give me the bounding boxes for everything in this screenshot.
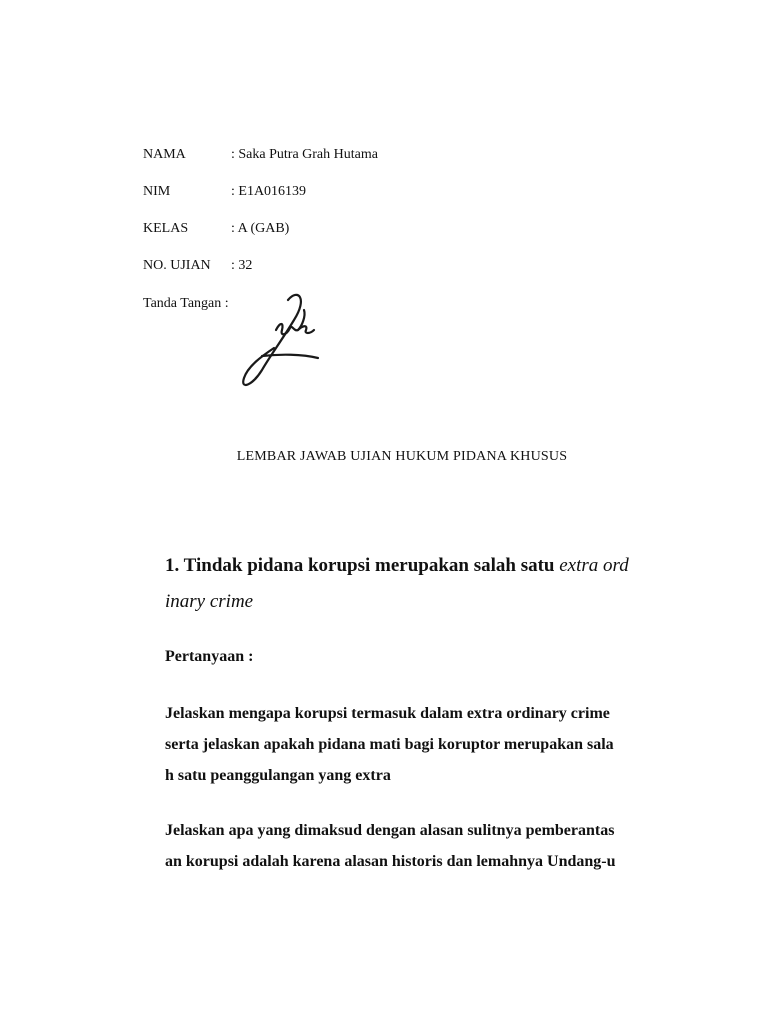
nama-label: NAMA [143,147,186,162]
question-heading-lead: 1. Tindak pidana korupsi merupakan salah satu [165,555,560,576]
signature-icon [236,286,332,394]
paragraph-2-line: Jelaskan apa yang dimaksud dengan alasan sulitnya pemberantas [165,822,615,839]
question-heading-emphasis-1: extra ord [559,555,629,576]
no-ujian-value: : 32 [231,258,253,273]
question-paragraph-2 [165,815,665,877]
nim-label: NIM [143,184,171,199]
info-row-tanda-tangan [143,295,229,313]
tanda-tangan-label: Tanda Tangan : [143,296,229,311]
paragraph-1-line: serta jelaskan apakah pidana mati bagi koruptor merupakan sala [165,736,614,753]
question-paragraph-1 [165,698,665,791]
paragraph-1-line: Jelaskan mengapa korupsi termasuk dalam extra ordinary crime [165,705,610,722]
no-ujian-label: NO. UJIAN [143,258,211,273]
paragraph-1-line: h satu peanggulangan yang extra [165,767,391,784]
kelas-value: : A (GAB) [231,221,290,236]
kelas-label: KELAS [143,221,189,236]
paragraph-2-line: an korupsi adalah karena alasan historis dan lemahnya Undang-u [165,853,616,870]
question-heading-emphasis-2: inary crime [165,591,254,612]
answer-sheet-title: LEMBAR JAWAB UJIAN HUKUM PIDANA KHUSUS [236,449,568,464]
pertanyaan-label: Pertanyaan : [165,648,254,665]
nim-value: : E1A016139 [231,184,307,199]
question-heading [165,548,665,620]
nama-value: : Saka Putra Grah Hutama [231,147,378,162]
question-heading-line-1 [165,548,665,584]
